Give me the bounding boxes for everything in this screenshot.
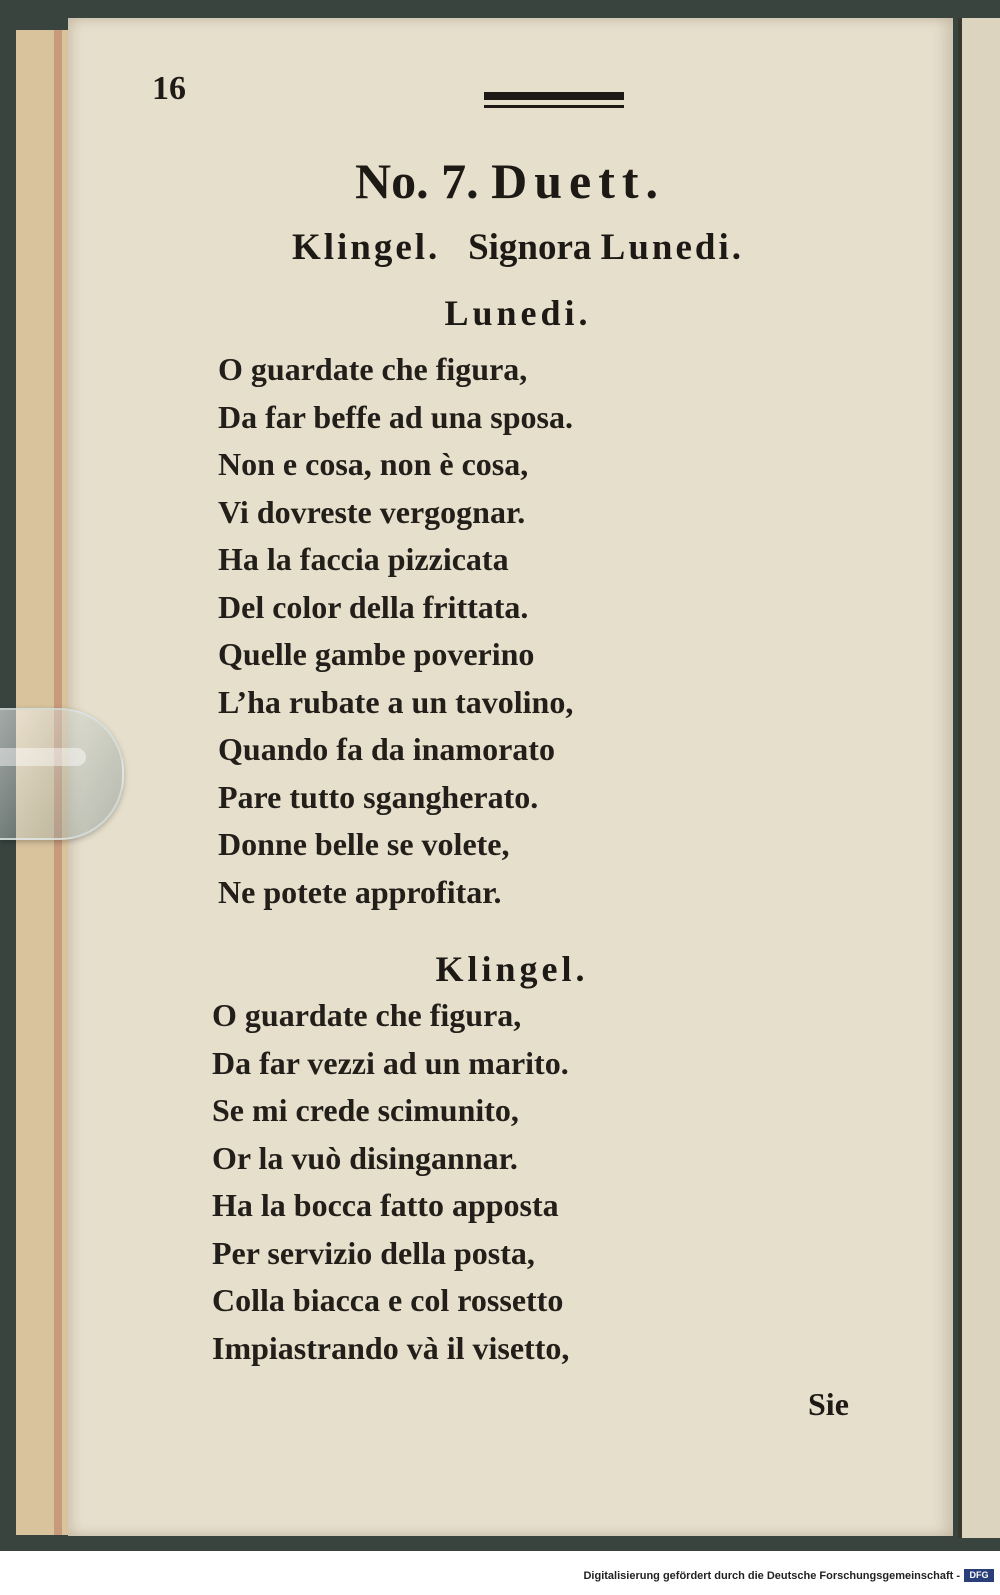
verse-block (218, 346, 573, 916)
verse-line: Donne belle se volete, (218, 826, 510, 862)
funding-notice: Digitalisierung gefördert durch die Deutsche Forschungsgemeinschaft - (583, 1570, 960, 1582)
verse-line: O guardate che figura, (218, 351, 528, 387)
page-number: 16 (152, 70, 186, 107)
dfg-logo-icon: DFG (964, 1569, 994, 1582)
verse-line: Vi dovreste vergognar. (218, 493, 526, 530)
verse-line: Ha la faccia pizzicata (218, 541, 509, 577)
verse-line: Non e cosa, non è cosa, (218, 446, 529, 482)
verse-line: Ne potete approfitar. (218, 873, 502, 910)
title-number: No. 7. (354, 153, 479, 209)
catchword: Sie (808, 1386, 849, 1422)
verse-line: O guardate che figura, (212, 997, 522, 1033)
speaker-heading: Klingel. (435, 949, 589, 989)
character-klingel: Klingel. (291, 227, 441, 268)
header-rule (484, 92, 624, 100)
verse-line: Se mi crede scimunito, (212, 1092, 519, 1128)
character-lunedi: Lunedi. (600, 227, 745, 268)
verse-line: Del color della frittata. (218, 588, 529, 625)
duet-title (10, 152, 1000, 210)
verse-line: Quando fa da inamorato (218, 731, 555, 767)
verse-line: Da far vezzi ad un marito. (212, 1044, 569, 1081)
character-list (18, 226, 1000, 269)
verse-line: Da far beffe ad una sposa. (218, 398, 573, 435)
verse-line: Per servizio della posta, (212, 1234, 535, 1271)
verse-line: Ha la bocca fatto apposta (212, 1187, 559, 1223)
verse-line: Or la vuò disingannar. (212, 1139, 518, 1176)
verse-line: Impiastrando và il visetto, (212, 1329, 570, 1366)
title-word: Duett. (491, 153, 666, 209)
speaker-heading: Lunedi. (444, 293, 592, 333)
verse-line: L’ha rubate a un tavolino, (218, 683, 574, 720)
verse-line: Colla biacca e col rossetto (212, 1282, 564, 1318)
verse-line: Pare tutto sgangherato. (218, 778, 539, 815)
character-signora: Signora (468, 227, 592, 268)
verse-block (212, 992, 569, 1372)
verse-line: Quelle gambe poverino (218, 636, 535, 672)
page-clip (0, 708, 124, 840)
